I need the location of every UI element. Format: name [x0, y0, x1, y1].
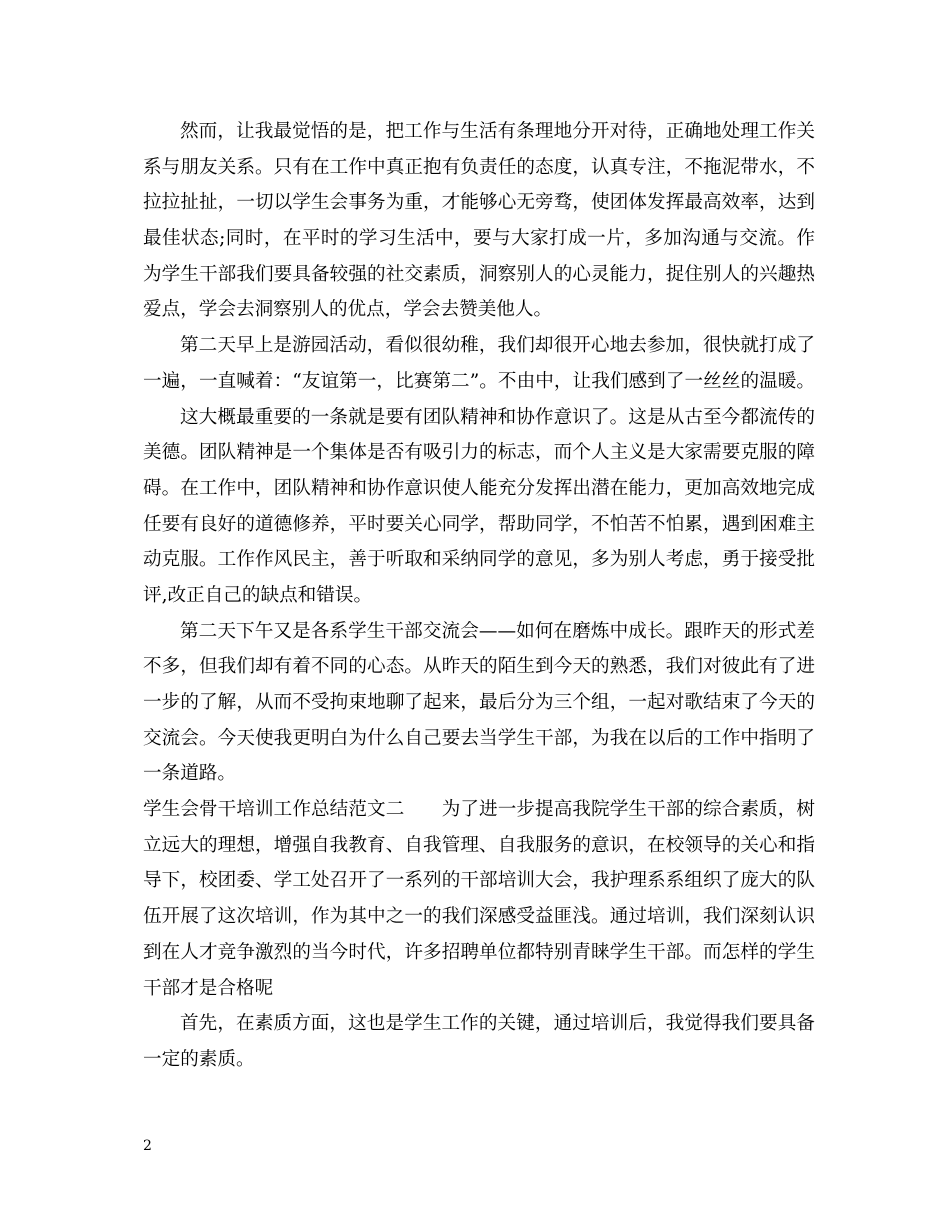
text-line: 一条道路。 [143, 763, 236, 785]
text-line: 伍开展了这次培训，作为其中之一的我们深感受益匪浅。通过培训，我们深刻认识 [143, 906, 815, 928]
text-line: 交流会。今天使我更明白为什么自己要去当学生干部，为我在以后的工作中指明了 [143, 727, 815, 749]
text-line: 立远大的理想，增强自我教育、自我管理、自我服务的意识，在校领导的关心和指 [143, 834, 815, 856]
text-line: 一定的素质。 [143, 1048, 255, 1070]
text-line: 导下，校团委、学工处召开了一系列的干部培训大会，我护理系系组织了庞大的队 [143, 870, 815, 892]
text-line: 一步的了解，从而不受拘束地聊了起来，最后分为三个组，一起对歌结束了今天的 [143, 692, 815, 713]
document-body [143, 114, 815, 1078]
text-line: 首先，在素质方面，这也是学生工作的关键，通过培训后，我觉得我们要具备 [180, 1013, 815, 1035]
text-line: 美德。团队精神是一个集体是否有吸引力的标志，而个人主义是大家需要克服的障 [143, 442, 815, 464]
text-line: 碍。在工作中，团队精神和协作意识使人能充分发挥出潜在能力，更加高效地完成 [143, 477, 815, 499]
text-line: 爱点，学会去洞察别人的优点，学会去赞美他人。 [143, 299, 553, 321]
text-line: 为学生干部我们要具备较强的社交素质，洞察别人的心灵能力，捉住别人的兴趣热 [143, 263, 815, 285]
text-line: 这大概最重要的一条就是要有团队精神和协作意识了。这是从古至今都流传的 [180, 406, 815, 428]
text-line: 第二天早上是游园活动，看似很幼稚，我们却很开心地去参加，很快就打成了 [180, 335, 815, 357]
text-line: 任要有良好的道德修养，平时要关心同学，帮助同学，不怕苦不怕累，遇到困难主 [143, 513, 815, 535]
text-line: 一遍，一直喊着：“友谊第一，比赛第二”。不由中，让我们感到了一丝丝的温暖。 [143, 370, 815, 392]
text-line: 干部才是合格呢 [143, 977, 274, 999]
text-line: 第二天下午又是各系学生干部交流会——如何在磨炼中成长。跟昨天的形式差 [180, 620, 815, 642]
text-line: 最佳状态;同时，在平时的学习生活中，要与大家打成一片，多加沟通与交流。作 [143, 228, 815, 250]
text-line: 不多，但我们却有着不同的心态。从昨天的陌生到今天的熟悉，我们对彼此有了进 [143, 656, 815, 678]
text-line: 然而，让我最觉悟的是，把工作与生活有条理地分开对待，正确地处理工作关 [180, 121, 815, 142]
text-line: 系与朋友关系。只有在工作中真正抱有负责任的态度，认真专注，不拖泥带水，不 [143, 156, 815, 178]
text-line: 评,改正自己的缺点和错误。 [143, 584, 373, 606]
text-line: 动克服。工作作风民主，善于听取和采纳同学的意见，多为别人考虑，勇于接受批 [143, 549, 815, 571]
text-line: 学生会骨干培训工作总结范文二 为了进一步提高我院学生干部的综合素质，树 [143, 799, 815, 821]
text-line: 拉拉扯扯，一切以学生会事务为重，才能够心无旁骛，使团体发挥最高效率，达到 [143, 192, 815, 214]
page-number: 2 [143, 1138, 152, 1154]
text-line: 到在人才竞争激烈的当今时代，许多招聘单位都特别青睐学生干部。而怎样的学生 [143, 941, 815, 963]
